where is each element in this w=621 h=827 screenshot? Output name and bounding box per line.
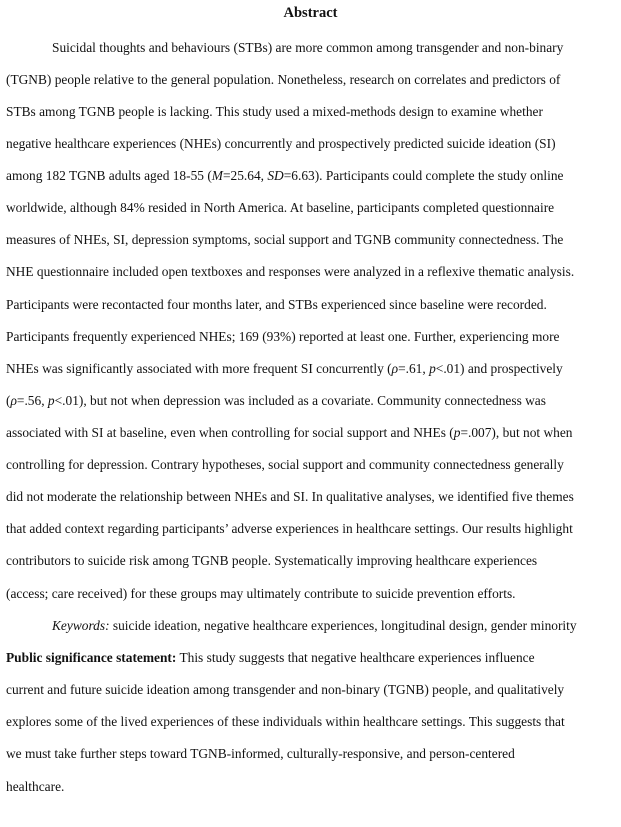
- abstract-line: (ρ=.56, p<.01), but not when depression was included as a covariate. Community connectedness was: [6, 393, 546, 408]
- abstract-line: NHE questionnaire included open textboxes and responses were analyzed in a reflexive thematic analysis.: [6, 264, 575, 279]
- abstract-line: measures of NHEs, SI, depression symptoms, social support and TGNB community connectedness. The: [6, 232, 564, 247]
- abstract-line: among 182 TGNB adults aged 18-55 (M=25.64, SD=6.63). Participants could complete the study online: [6, 168, 564, 183]
- significance-line: Public significance statement: This study suggests that negative healthcare experiences influence: [6, 650, 535, 665]
- abstract-line: worldwide, although 84% resided in North America. At baseline, participants completed questionnaire: [6, 200, 555, 215]
- abstract-line: controlling for depression. Contrary hypotheses, social support and community connectedness generally: [6, 457, 564, 472]
- abstract-line: Participants frequently experienced NHEs; 169 (93%) reported at least one. Further, experiencing more: [6, 329, 560, 344]
- abstract-heading: Abstract: [283, 5, 338, 21]
- keywords-label: Keywords:: [52, 618, 110, 633]
- abstract-line: (access; care received) for these groups may ultimately contribute to suicide prevention efforts.: [6, 586, 516, 601]
- abstract-line: Suicidal thoughts and behaviours (STBs) are more common among transgender and non-binary: [52, 40, 564, 55]
- abstract-line: NHEs was significantly associated with more frequent SI concurrently (ρ=.61, p<.01) and prospectively: [6, 361, 563, 376]
- abstract-line: negative healthcare experiences (NHEs) concurrently and prospectively predicted suicide ideation (SI): [6, 136, 556, 151]
- abstract-line: Participants were recontacted four months later, and STBs experienced since baseline were recorded.: [6, 297, 547, 312]
- significance-label: Public significance statement:: [6, 650, 177, 665]
- keywords-text: suicide ideation, negative healthcare experiences, longitudinal design, gender minority: [109, 618, 577, 633]
- significance-line: we must take further steps toward TGNB-informed, culturally-responsive, and person-centered: [6, 746, 515, 761]
- abstract-line: (TGNB) people relative to the general population. Nonetheless, research on correlates and predictors of: [6, 72, 561, 87]
- keywords-line: [52, 618, 577, 634]
- abstract-line: did not moderate the relationship between NHEs and SI. In qualitative analyses, we identified five themes: [6, 489, 574, 504]
- abstract-line: contributors to suicide risk among TGNB people. Systematically improving healthcare experiences: [6, 553, 538, 568]
- significance-line: current and future suicide ideation among transgender and non-binary (TGNB) people, and qualitatively: [6, 682, 565, 697]
- abstract-line: that added context regarding participants’ adverse experiences in healthcare settings. Our results highlight: [6, 521, 573, 536]
- abstract-line: associated with SI at baseline, even when controlling for social support and NHEs (p=.007), but not when: [6, 425, 573, 440]
- significance-line: explores some of the lived experiences of these individuals within healthcare settings. This suggests that: [6, 714, 565, 729]
- significance-line: healthcare.: [6, 779, 65, 794]
- abstract-line: STBs among TGNB people is lacking. This study used a mixed-methods design to examine whether: [6, 104, 543, 119]
